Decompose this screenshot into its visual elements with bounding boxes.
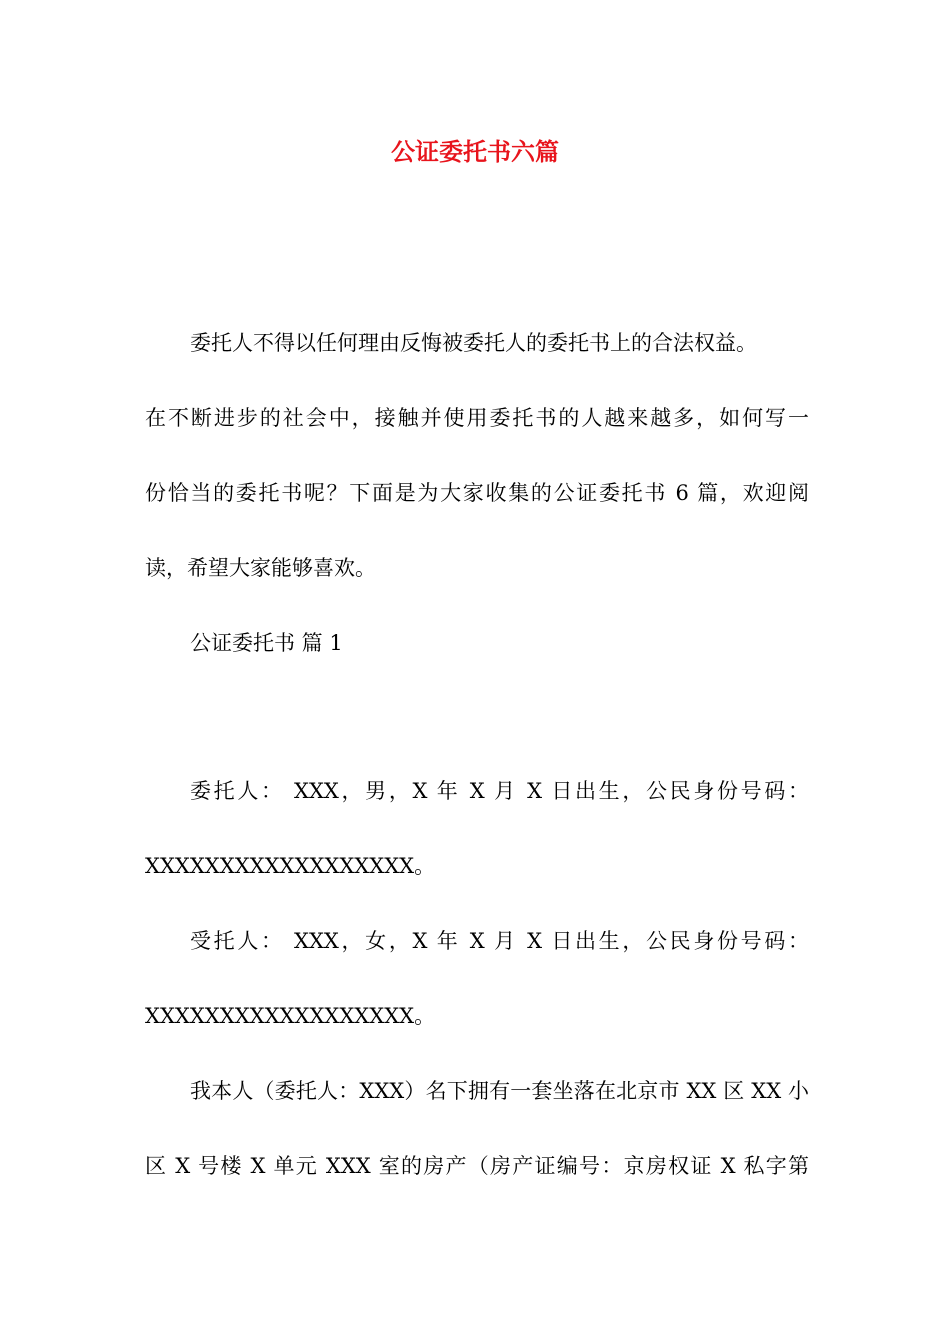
- paragraph-line: XXXXXXXXXXXXXXXXXX。: [145, 854, 436, 878]
- paragraph-line: 读，希望大家能够喜欢。: [145, 556, 376, 580]
- section-heading: 公证委托书 篇 1: [190, 631, 343, 655]
- paragraph-line: 份恰当的委托书呢？下面是为大家收集的公证委托书 6 篇，欢迎阅: [145, 481, 809, 505]
- paragraph-line: 委托人不得以任何理由反悔被委托人的委托书上的合法权益。: [190, 331, 757, 355]
- paragraph-line: 区 X 号楼 X 单元 XXX 室的房产（房产证编号：京房权证 X 私字第: [145, 1154, 809, 1178]
- document-title: 公证委托书六篇: [391, 137, 559, 166]
- paragraph-line: 委托人： XXX，男，X 年 X 月 X 日出生，公民身份号码：: [190, 779, 809, 803]
- paragraph-line: 在不断进步的社会中，接触并使用委托书的人越来越多，如何写一: [145, 406, 809, 430]
- paragraph-line: XXXXXXXXXXXXXXXXXX。: [145, 1004, 436, 1028]
- paragraph-line: 受托人： XXX，女，X 年 X 月 X 日出生，公民身份号码：: [190, 929, 809, 953]
- paragraph-line: 我本人（委托人：XXX）名下拥有一套坐落在北京市 XX 区 XX 小: [190, 1079, 809, 1103]
